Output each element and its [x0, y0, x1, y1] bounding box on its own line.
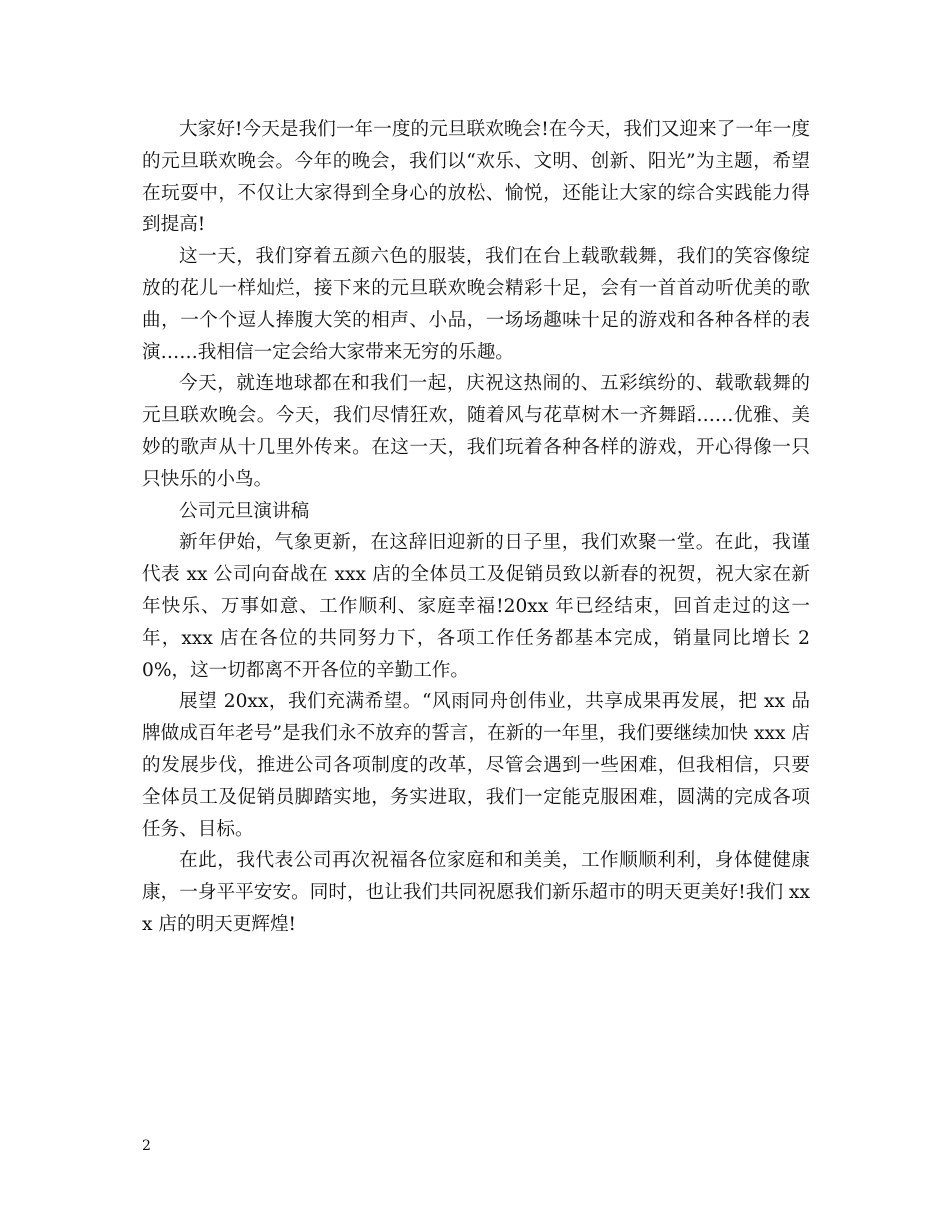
paragraph-outlook: 展望 20xx，我们充满希望。“风雨同舟创伟业，共享成果再发展，把 xx 品牌做成百年老号”是我们永不放弃的誓言，在新的一年里，我们要继续加快 xxx 店的发展步伐，推进公司各项制度的改革，尽管会遇到一些困难，但我相信，只要全体员工及促销员脚踏实地，务实进取，我们一定能克服困难，圆满的完成各项任务、目标。 — [142, 691, 810, 840]
page-number: 2 — [142, 1138, 151, 1154]
paragraph-closing-wishes: 在此，我代表公司再次祝福各位家庭和和美美，工作顺顺利利，身体健健康康，一身平平安安。同时，也让我们共同祝愿我们新乐超市的明天更美好!我们 xxx 店的明天更辉煌! — [142, 850, 810, 935]
paragraph-new-year-greeting: 新年伊始，气象更新，在这辞旧迎新的日子里，我们欢聚一堂。在此，我谨代表 xx 公司向奋战在 xxx 店的全体员工及促销员致以新春的祝贺，祝大家在新年快乐、万事如意、工作顺利、家庭幸福!20xx 年已经结束，回首走过的这一年，xxx 店在各位的共同努力下，各项工作任务都基本完成，销量同比增长 20%，这一切都离不开各位的辛勤工作。 — [142, 532, 810, 681]
paragraph-opening-greeting: 大家好!今天是我们一年一度的元旦联欢晚会!在今天，我们又迎来了一年一度的元旦联欢晚会。今年的晚会，我们以“欢乐、文明、创新、阳光”为主题，希望在玩耍中，不仅让大家得到全身心的放松、愉悦，还能让大家的综合实践能力得到提高! — [142, 119, 810, 236]
paragraph-performances: 这一天，我们穿着五颜六色的服装，我们在台上载歌载舞，我们的笑容像绽放的花儿一样灿烂，接下来的元旦联欢晚会精彩十足，会有一首首动听优美的歌曲，一个个逗人捧腹大笑的相声、小品，一场场趣味十足的游戏和各种各样的表演……我相信一定会给大家带来无穷的乐趣。 — [142, 246, 810, 363]
paragraph-celebration: 今天，就连地球都在和我们一起，庆祝这热闹的、五彩缤纷的、载歌载舞的元旦联欢晚会。今天，我们尽情狂欢，随着风与花草树木一齐舞蹈……优雅、美妙的歌声从十几里外传来。在这一天，我们玩着各种各样的游戏，开心得像一只只快乐的小鸟。 — [142, 373, 810, 490]
document-body — [142, 114, 810, 941]
section-heading: 公司元旦演讲稿 — [179, 500, 310, 522]
